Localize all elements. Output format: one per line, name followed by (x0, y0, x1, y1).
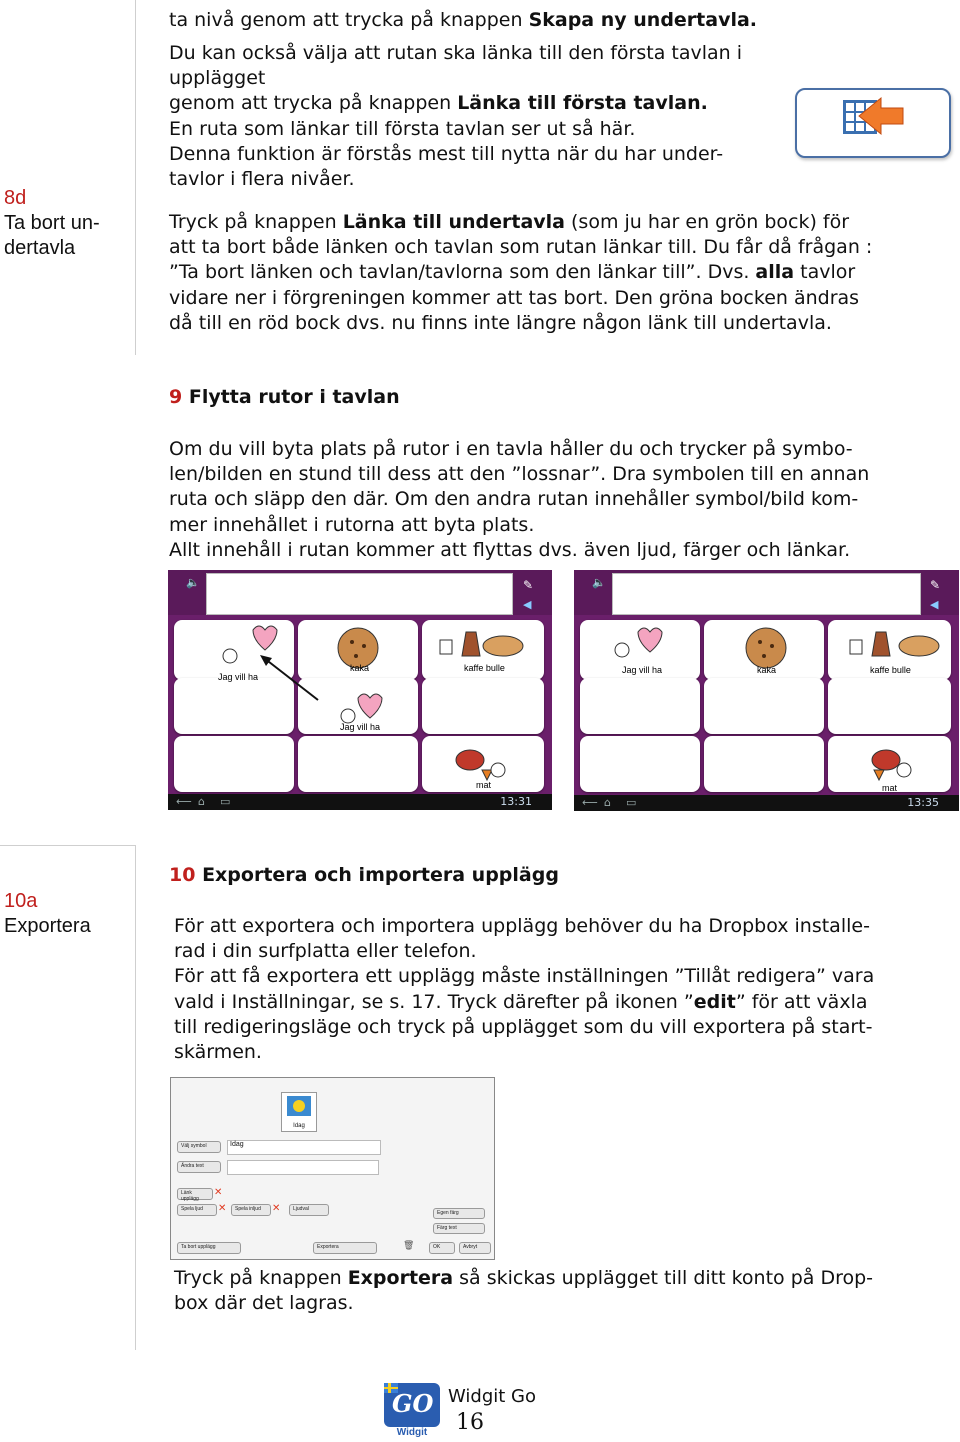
android-nav-bar (168, 794, 552, 810)
clock: 13:31 (500, 795, 532, 808)
board-symbols (574, 570, 959, 811)
back-icon[interactable]: ◀ (930, 598, 939, 611)
section-10a-number: 10a (4, 890, 38, 912)
back-nav-icon[interactable]: ⟵ (176, 795, 192, 808)
section-8d-title-1: Ta bort un- (4, 212, 100, 234)
cell-caption: kaffe bulle (464, 663, 505, 673)
text-field[interactable] (227, 1160, 379, 1175)
text-color-button[interactable]: Färg text (433, 1223, 485, 1234)
home-nav-icon[interactable]: ⌂ (604, 796, 611, 809)
symbol-preview (281, 1092, 317, 1132)
section-10a-title: Exportera (4, 915, 91, 937)
cell-caption: Jag vill ha (218, 672, 259, 682)
cell-caption: Jag vill ha (622, 665, 663, 675)
choose-symbol-button[interactable]: Välj symbol (177, 1141, 221, 1153)
section-10-text: För att exportera och importera upplägg behöver du ha Dropbox installe- rad i din surfplatta eller telefon. För att få exportera ett upplägg måste inställningen ”Tillåt redigera” vara vald i Inställningar, se s. 17. Tryck därefter på ikonen ”edit” för att växla till redigeringsläge och tryck på upplägget som du vill exportera på start- skärmen. (174, 915, 875, 1064)
symbol-preview-label: Idag (293, 1123, 305, 1129)
column-divider (135, 845, 136, 1350)
cell-caption: mat (476, 780, 492, 790)
widgit-go-logo: GO Widgit (384, 1383, 440, 1439)
section-10-heading: 10 Exportera och importera upplägg (169, 864, 559, 886)
link-first-board-tile (795, 88, 951, 158)
cell-caption: kaffe bulle (870, 665, 911, 675)
sound-button[interactable]: Spela inljud (231, 1204, 271, 1216)
page-number: 16 (456, 1410, 484, 1435)
row-divider (0, 845, 135, 846)
change-text-button[interactable]: Ändra text (177, 1161, 221, 1173)
edit-icon[interactable]: ✎ (930, 578, 941, 592)
cell-caption: kaka (757, 665, 777, 675)
section-8d-text: Tryck på knappen Länka till undertavla (som ju har en grön bock) för att ta bort både länken och tavlan som rutan länkar till. Du får då frågan : ”Ta bort länken och tavlan/tavlorna som den länkar till”. Dvs. alla tavlor vidare ner i förgreningen kommer att tas bort. Den gröna bocken ändras då till en röd bock dvs. nu finns inte längre någon länk till undertavla. (169, 211, 873, 334)
speaker-icon[interactable]: 🔈 (186, 576, 200, 589)
board-symbols (168, 570, 552, 810)
export-dialog-screenshot (170, 1077, 495, 1260)
android-nav-bar (574, 795, 959, 811)
red-cross-icon: ✕ (272, 1203, 281, 1214)
cancel-button[interactable]: Avbryt (459, 1242, 491, 1254)
name-field[interactable]: Idag (227, 1140, 381, 1155)
board-screenshot-before (168, 570, 552, 810)
back-nav-icon[interactable]: ⟵ (582, 796, 598, 809)
recent-apps-icon[interactable]: ▭ (220, 795, 231, 808)
link-button[interactable]: Länk upplägg (177, 1188, 213, 1200)
back-icon[interactable]: ◀ (523, 598, 532, 611)
ok-button[interactable]: OK (429, 1242, 455, 1254)
column-divider (135, 0, 136, 355)
sun-icon (282, 1093, 316, 1119)
section-8d-number: 8d (4, 187, 27, 209)
edit-icon[interactable]: ✎ (523, 578, 534, 592)
trash-icon[interactable]: 🗑 (403, 1241, 415, 1251)
clock: 13:35 (907, 796, 939, 809)
board-screenshot-after (574, 570, 959, 811)
speak-button[interactable]: Spela ljud (177, 1204, 217, 1216)
footer-brand: Widgit Go (448, 1386, 536, 1407)
own-color-button[interactable]: Egen färg (433, 1208, 485, 1219)
link-first-board-icon (797, 90, 949, 156)
sound-choice-button[interactable]: Ljudval (289, 1204, 329, 1216)
home-nav-icon[interactable]: ⌂ (198, 795, 205, 808)
export-button[interactable]: Exportera (313, 1242, 377, 1254)
export-instructions: Tryck på knappen Exportera så skickas upplägget till ditt konto på Drop- box där det lagras. (174, 1267, 874, 1315)
intro-text: ta nivå genom att trycka på knappen Skapa ny undertavla. Du kan också välja att rutan ska länka till den första tavlan i upplägget genom att trycka på knappen Länka till första tavlan. En ruta som länkar till första tavlan ser ut så här. Denna funktion är förstås mest till nytta när du har under- tavlor i flera nivåer. (169, 9, 758, 191)
speaker-icon[interactable]: 🔈 (592, 576, 606, 589)
delete-board-button[interactable]: Ta bort upplägg (177, 1242, 241, 1254)
red-cross-icon: ✕ (218, 1203, 227, 1214)
cell-caption: mat (882, 783, 898, 793)
cell-caption: kaka (350, 663, 370, 673)
recent-apps-icon[interactable]: ▭ (626, 796, 637, 809)
section-9-heading: 9 Flytta rutor i tavlan (169, 386, 400, 408)
section-9-text: Om du vill byta plats på rutor i en tavla håller du och trycker på symbo- len/bilden en stund till dess att den ”lossnar”. Dra symbolen till en annan ruta och släpp den där. Om den andra rutan innehåller symbol/bild kom- mer innehållet i rutorna att byta plats. Allt innehåll i rutan kommer att flyttas dvs. även ljud, färger och länkar. (169, 438, 870, 561)
section-8d-title-2: dertavla (4, 237, 76, 259)
dragged-caption: Jag vill ha (340, 722, 381, 732)
red-cross-icon: ✕ (214, 1187, 223, 1198)
